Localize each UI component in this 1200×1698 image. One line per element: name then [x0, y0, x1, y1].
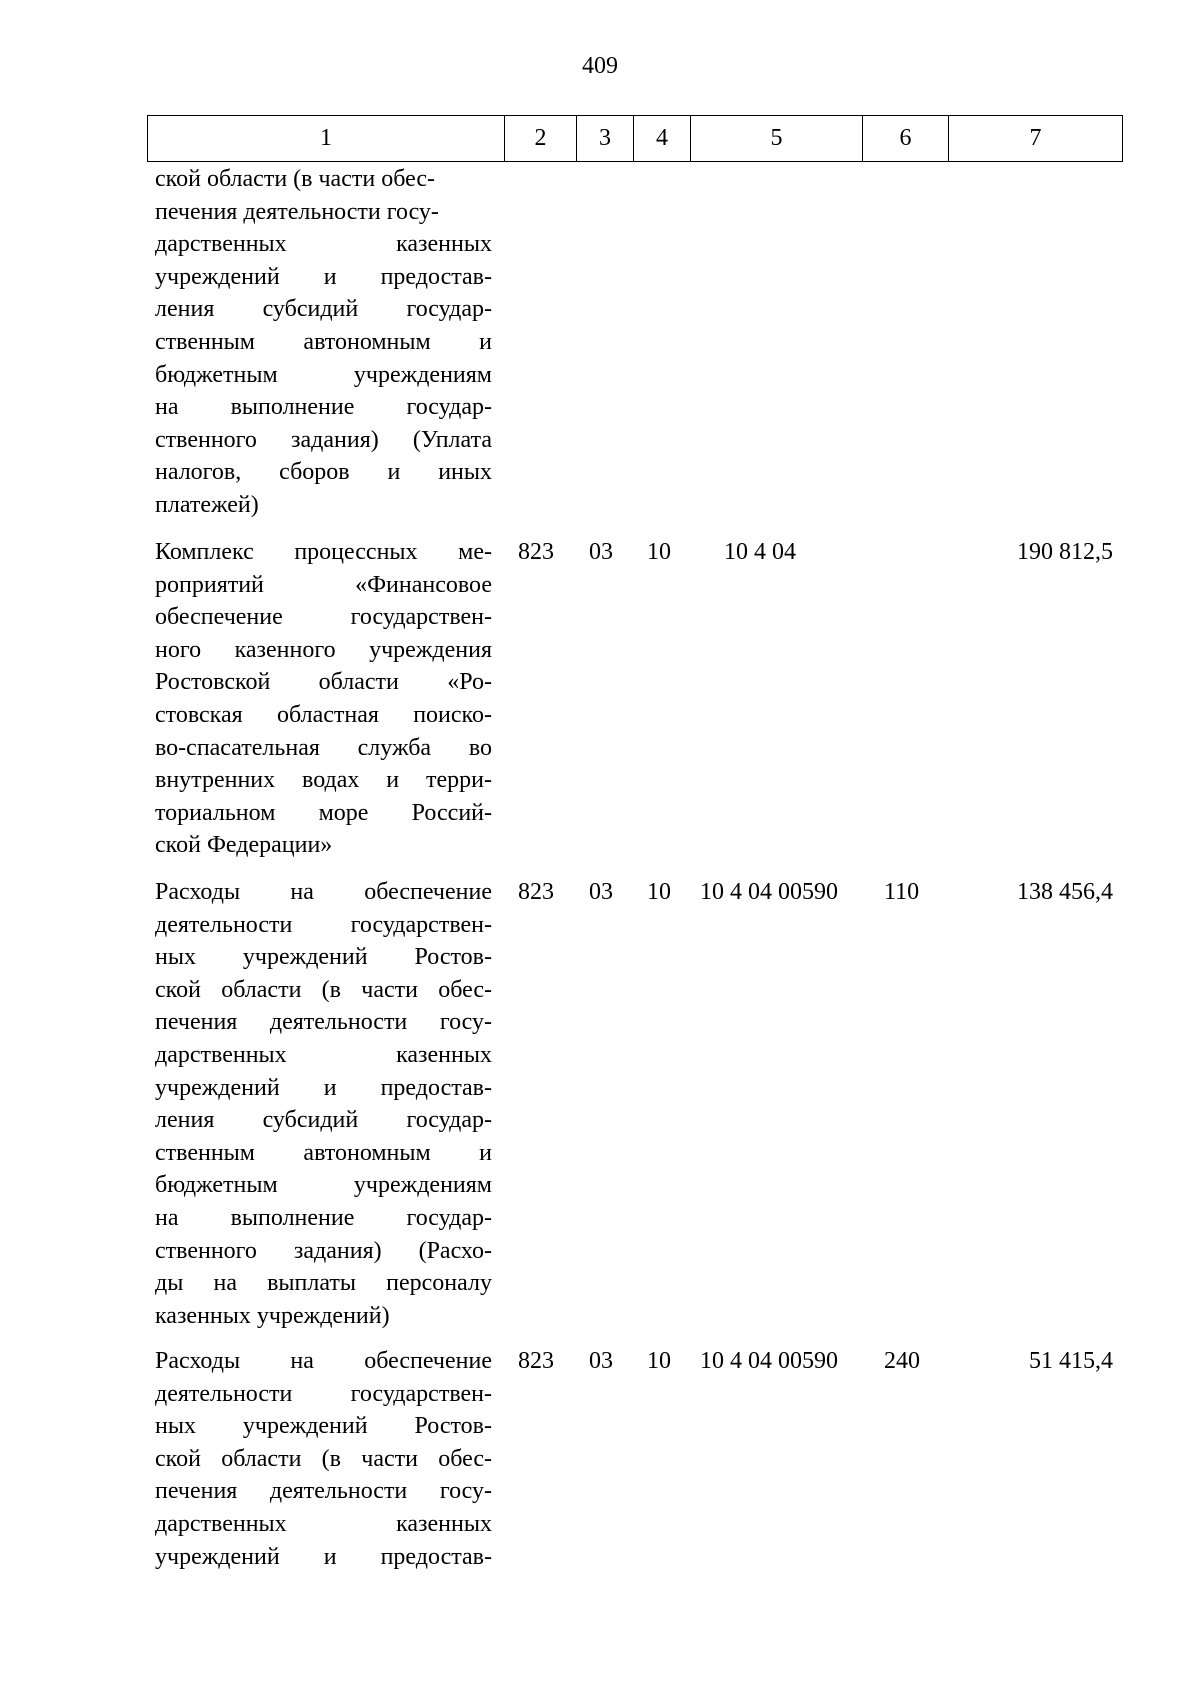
- desc-line: во-спасательная служба во: [155, 734, 492, 761]
- desc-line: ственного задания) (Расхо-: [155, 1237, 492, 1264]
- desc-line: ды на выплаты персоналу: [155, 1270, 492, 1297]
- cell-col-5: 10 4 04: [724, 539, 796, 565]
- cell-col-4: 10: [647, 539, 671, 565]
- desc-line: казенных учреждений): [155, 1302, 390, 1329]
- desc-line: Комплекс процессных ме-: [155, 539, 492, 565]
- cell-col-2: 823: [518, 1348, 554, 1374]
- desc-line: деятельности государствен-: [155, 1380, 492, 1407]
- desc-line: учреждений и предостав-: [155, 263, 492, 290]
- desc-line: налогов, сборов и иных: [155, 459, 492, 486]
- cell-col-5: 10 4 04 00590: [700, 879, 838, 905]
- desc-line: печения деятельности госу-: [155, 1009, 492, 1036]
- cell-col-3: 03: [589, 539, 613, 565]
- desc-line: дарственных казенных: [155, 1041, 492, 1068]
- desc-line: внутренних водах и терри-: [155, 767, 492, 794]
- desc-line: Расходы на обеспечение: [155, 1348, 492, 1374]
- row-description: [155, 536, 492, 862]
- desc-line: ственным автономным и: [155, 328, 492, 355]
- desc-line: бюджетным учреждениям: [155, 361, 492, 388]
- desc-line: Расходы на обеспечение: [155, 879, 492, 905]
- desc-line: стовская областная поиско-: [155, 701, 492, 728]
- cell-col-6: 240: [884, 1348, 920, 1374]
- header-col-4: 4: [634, 116, 691, 162]
- header-col-5: 5: [691, 116, 863, 162]
- header-col-1: 1: [148, 116, 505, 162]
- header-col-6: 6: [863, 116, 949, 162]
- desc-line: учреждений и предостав-: [155, 1543, 492, 1570]
- desc-line: учреждений и предостав-: [155, 1074, 492, 1101]
- header-col-2: 2: [505, 116, 577, 162]
- cell-col-7: 51 415,4: [1029, 1348, 1113, 1374]
- header-col-7: 7: [949, 116, 1123, 162]
- desc-line: деятельности государствен-: [155, 911, 492, 938]
- desc-line: ственным автономным и: [155, 1139, 492, 1166]
- desc-line: на выполнение государ-: [155, 1204, 492, 1231]
- cell-col-7: 138 456,4: [1017, 879, 1113, 905]
- desc-line: на выполнение государ-: [155, 394, 492, 421]
- desc-line: печения деятельности госу-: [155, 1478, 492, 1505]
- desc-line: ления субсидий государ-: [155, 296, 492, 323]
- cell-col-7: 190 812,5: [1017, 539, 1113, 565]
- desc-line: ного казенного учреждения: [155, 636, 492, 663]
- cell-col-6: 110: [884, 879, 920, 905]
- header-row: [148, 116, 1123, 162]
- table-header: [147, 115, 1123, 162]
- cell-col-3: 03: [589, 1348, 613, 1374]
- cell-col-4: 10: [647, 1348, 671, 1374]
- desc-line: ственного задания) (Уплата: [155, 426, 492, 453]
- desc-line: ториальном море Россий-: [155, 799, 492, 826]
- desc-line: Ростовской области «Ро-: [155, 669, 492, 696]
- desc-line: ской области (в части обес-: [155, 1445, 492, 1472]
- desc-line: бюджетным учреждениям: [155, 1172, 492, 1199]
- desc-line: ской области (в части обес-: [155, 976, 492, 1003]
- cell-col-2: 823: [518, 539, 554, 565]
- desc-line: ской Федерации»: [155, 832, 333, 859]
- desc-line: обеспечение государствен-: [155, 604, 492, 631]
- desc-line: дарственных казенных: [155, 1510, 492, 1537]
- row-description: [155, 163, 492, 522]
- desc-line: ской области (в части обес-: [155, 166, 435, 192]
- cell-col-4: 10: [647, 879, 671, 905]
- header-col-3: 3: [577, 116, 634, 162]
- row-description: [155, 876, 492, 1332]
- desc-line: печения деятельности госу-: [155, 198, 439, 225]
- row-description: [155, 1345, 492, 1573]
- cell-col-2: 823: [518, 879, 554, 905]
- cell-col-3: 03: [589, 879, 613, 905]
- desc-line: роприятий «Финансовое: [155, 571, 492, 598]
- desc-line: дарственных казенных: [155, 231, 492, 258]
- cell-col-5: 10 4 04 00590: [700, 1348, 838, 1374]
- desc-line: ных учреждений Ростов-: [155, 1413, 492, 1440]
- desc-line: ления субсидий государ-: [155, 1107, 492, 1134]
- desc-line: платежей): [155, 491, 259, 518]
- page-number: 409: [582, 53, 618, 79]
- desc-line: ных учреждений Ростов-: [155, 944, 492, 971]
